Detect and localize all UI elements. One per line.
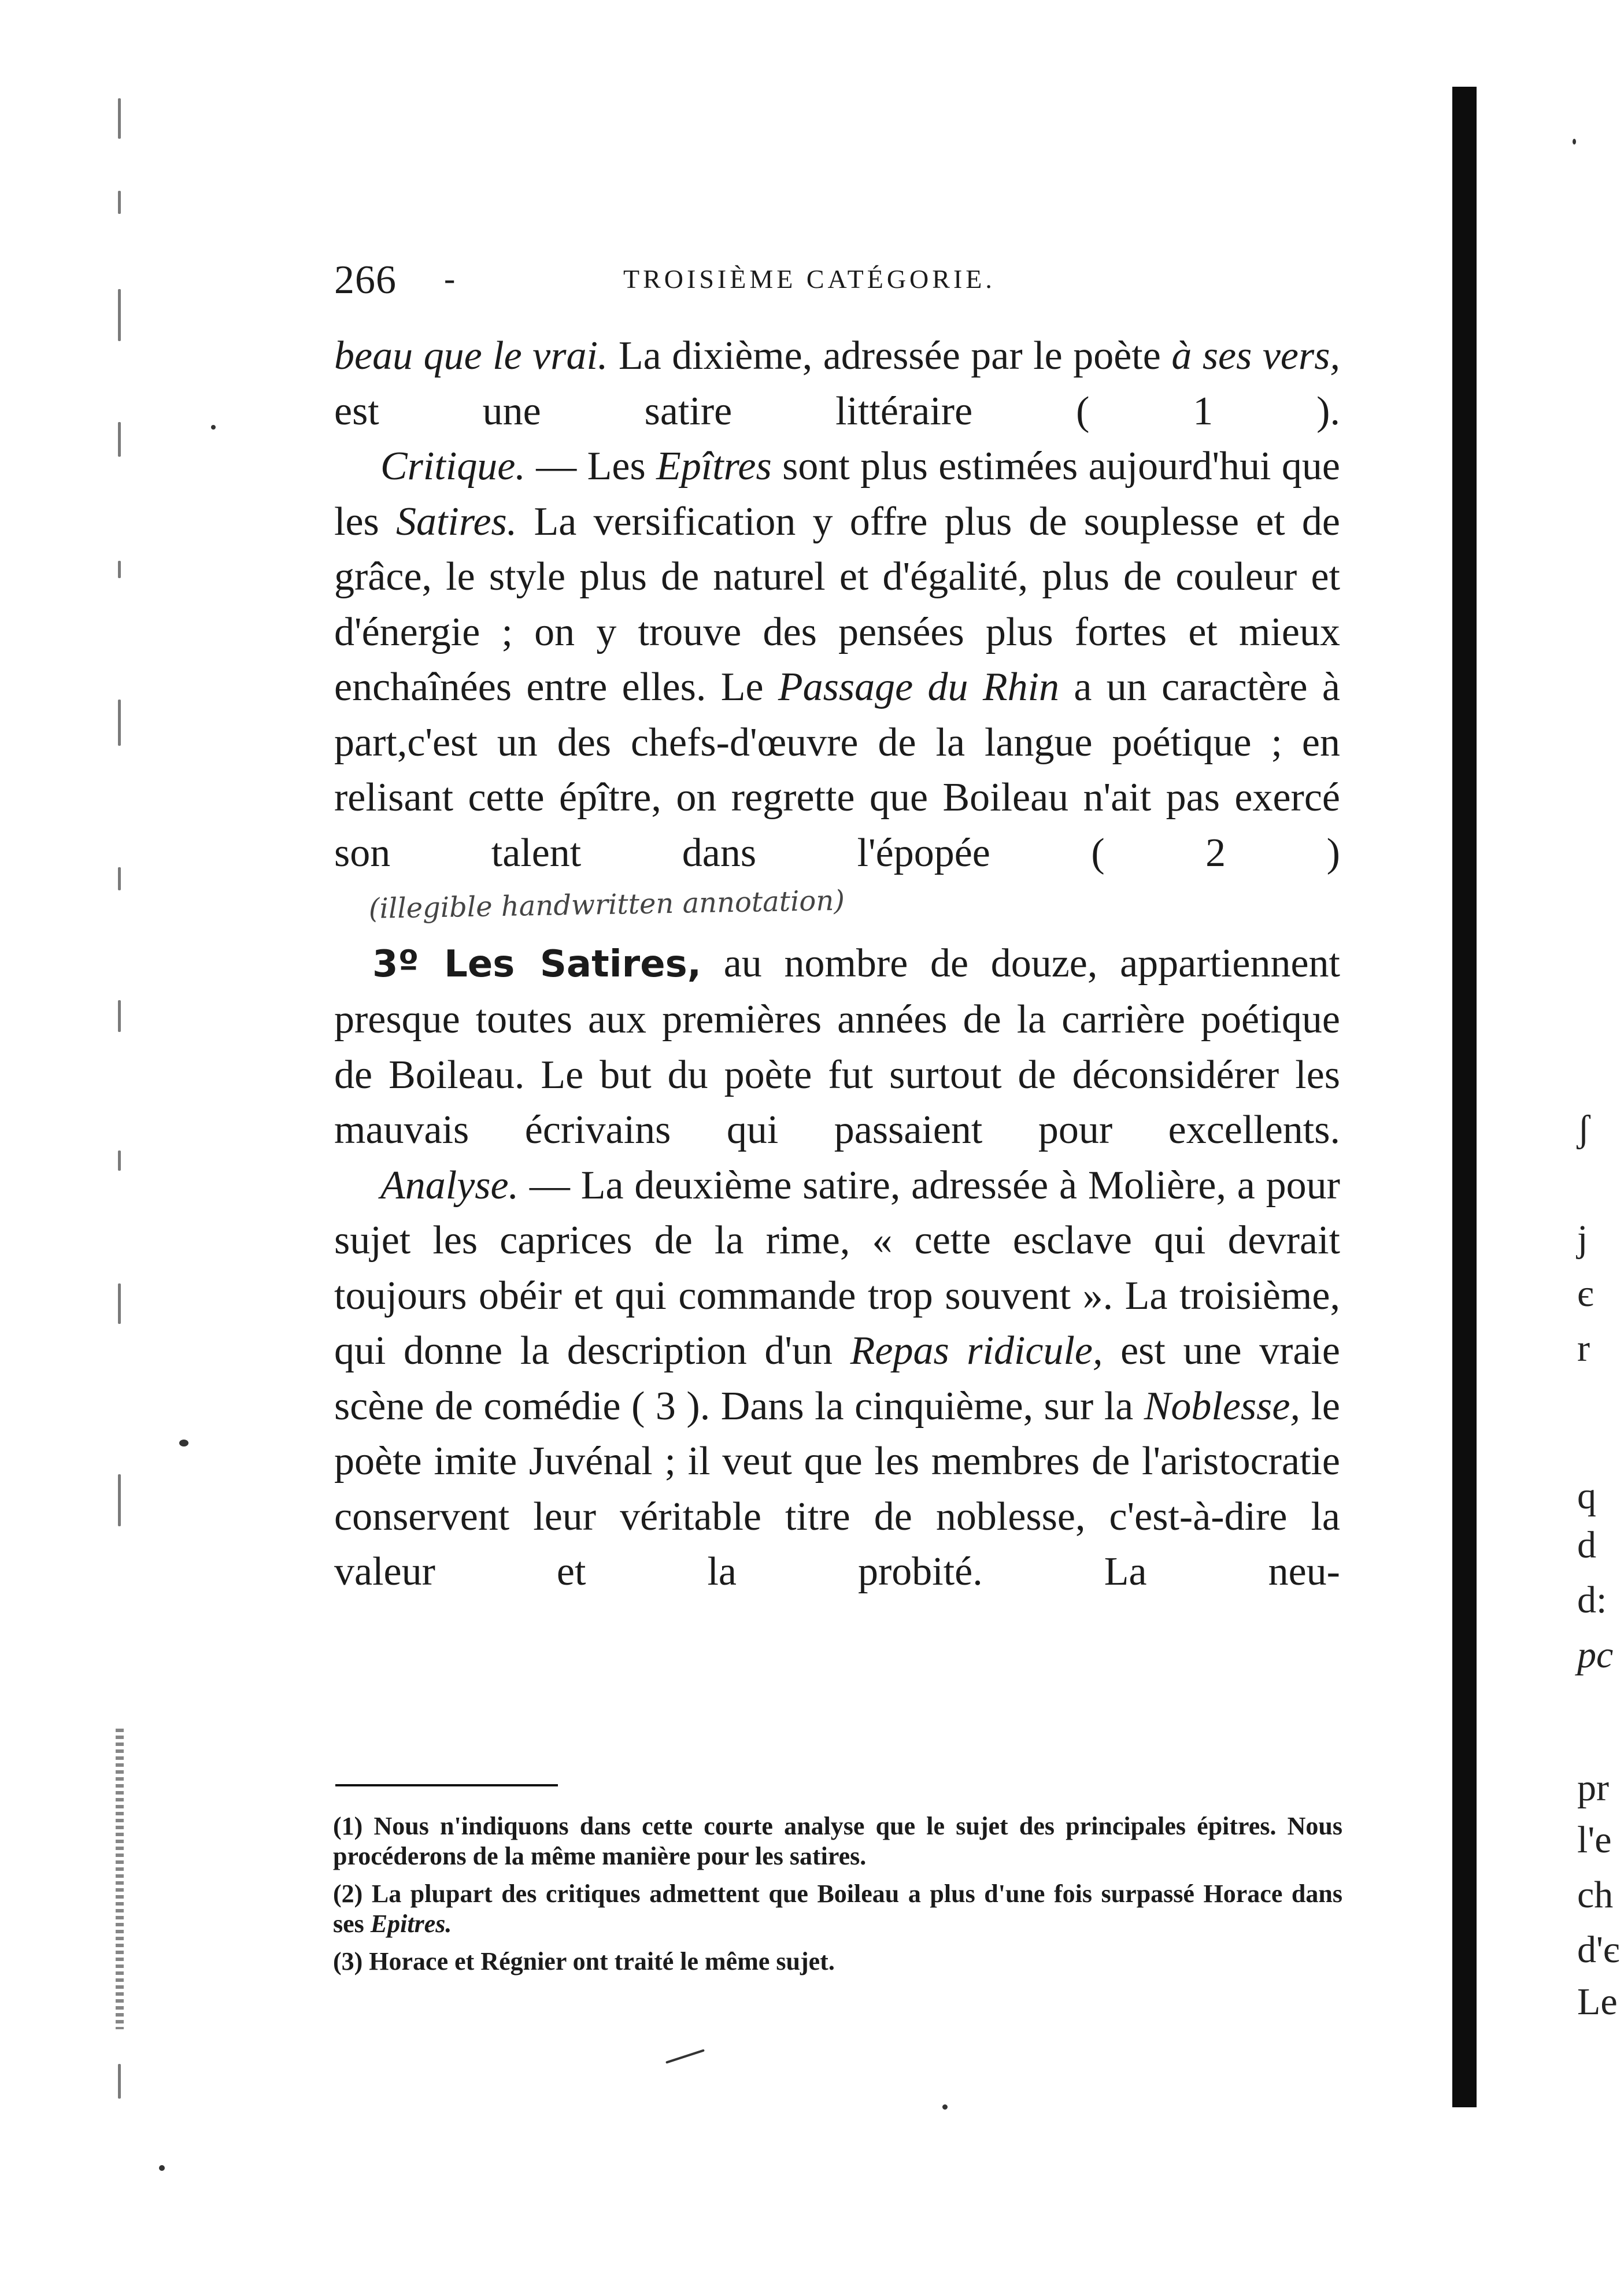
body-text: [334, 328, 1340, 1600]
text-run: le poète imite Juvénal ; il veut que les membres de l'aristocratie conservent leur véritable titre de noblesse, c'est-à-dire la valeur et la probité. La neu-: [334, 1383, 1340, 1594]
facing-page-fragment: Le: [1577, 1981, 1618, 2023]
text-run: — Les: [525, 444, 657, 489]
section-heading: 3º Les Satires,: [372, 942, 702, 986]
text-run: a un caractère à part,c'est un des chefs-d'œuvre de la langue poétique ; en relisant cette épître, on regrette que Boileau n'ait pas exercé son talent dans l'épopée ( 2 ): [334, 665, 1340, 875]
binding-edge: [116, 98, 127, 2110]
italic-text: Repas ridicule,: [850, 1329, 1103, 1373]
italic-text: Epitres.: [370, 1910, 452, 1938]
ink-speck: [942, 2104, 948, 2110]
footnote: (3) Horace et Régnier ont traité le même sujet.: [333, 1947, 835, 1975]
page-number: 266: [334, 258, 397, 302]
ink-speck: [665, 2049, 705, 2063]
text-run: au nombre de douze, appartiennent presque toutes aux premières années de la carrière poétique de Boileau. Le but du poète fut surtout de déconsidérer les mauvais écrivains qui passaient pour excellents.: [334, 941, 1340, 1152]
paragraph: [334, 936, 1340, 1158]
text-run: La dixième, adressée par le poète: [608, 334, 1172, 378]
facing-page-fragment: pc: [1577, 1634, 1614, 1676]
footnote: [333, 1879, 1342, 1939]
gutter-shadow: [1452, 87, 1477, 2107]
facing-page-fragment: j: [1577, 1218, 1588, 1260]
facing-page-fragment: r: [1577, 1327, 1590, 1370]
handwritten-annotation: (illegible handwritten annotation): [368, 884, 845, 926]
footnote-rule: [335, 1784, 558, 1786]
italic-lead: Analyse.: [380, 1163, 519, 1208]
facing-page-fragment: d: [1577, 1524, 1596, 1566]
facing-page-fragment: pr: [1577, 1767, 1609, 1809]
italic-text: beau que le vrai.: [334, 334, 608, 378]
text-run: sont plus estimées aujourd'hui que les: [334, 444, 1340, 544]
running-head: TROISIÈME CATÉGORIE.: [623, 264, 996, 294]
text-run: (2) La plupart des critiques admettent que Boileau a plus d'une fois surpassé Horace dans ses: [333, 1880, 1342, 1938]
text-run: — La deuxième satire, adressée à Molière, a pour sujet les caprices de la rime, « cette esclave qui devrait toujours obéir et qui commande trop souvent ». La troisième, qui donne la description d'un: [334, 1163, 1340, 1373]
paragraph: [334, 1158, 1340, 1600]
text-run: est une vraie scène de comédie ( 3 ). Dans la cinquième, sur la: [334, 1329, 1341, 1429]
paragraph: [334, 439, 1340, 880]
facing-page-fragment: l'e: [1577, 1819, 1612, 1861]
text-run: La versification y offre plus de souplesse et de grâce, le style plus de naturel et d'égalité, plus de couleur et d'énergie ; on y trouve des pensées plus fortes et mieux enchaînées entre elles. Le: [334, 499, 1340, 709]
facing-page-fragment: є: [1577, 1272, 1594, 1315]
italic-text: Satires.: [395, 499, 517, 544]
italic-text: à ses vers,: [1171, 334, 1340, 378]
ink-speck: [1573, 139, 1576, 145]
facing-page-fragment: q: [1577, 1475, 1596, 1517]
facing-page-fragment: ch: [1577, 1874, 1614, 1916]
footnotes: [333, 1811, 1342, 1984]
italic-lead: Critique.: [380, 444, 526, 489]
facing-page-fragment: ʃ: [1577, 1108, 1590, 1150]
facing-page-fragment: d:: [1577, 1579, 1607, 1621]
paragraph: [334, 328, 1340, 439]
ink-speck: [179, 1440, 188, 1446]
footnote: (1) Nous n'indiquons dans cette courte analyse que le sujet des principales épitres. Nous procéderons de la même manière pour les satires.: [333, 1812, 1342, 1870]
italic-text: Epîtres: [656, 444, 772, 489]
text-run: est une satire littéraire ( 1 ).: [334, 389, 1340, 434]
facing-page-fragment: d'є: [1577, 1929, 1620, 1971]
italic-text: Noblesse,: [1144, 1383, 1300, 1429]
italic-text: Passage du Rhin: [778, 665, 1060, 709]
ink-speck: [211, 425, 216, 430]
header-dash: -: [444, 260, 456, 297]
ink-speck: [159, 2165, 165, 2171]
